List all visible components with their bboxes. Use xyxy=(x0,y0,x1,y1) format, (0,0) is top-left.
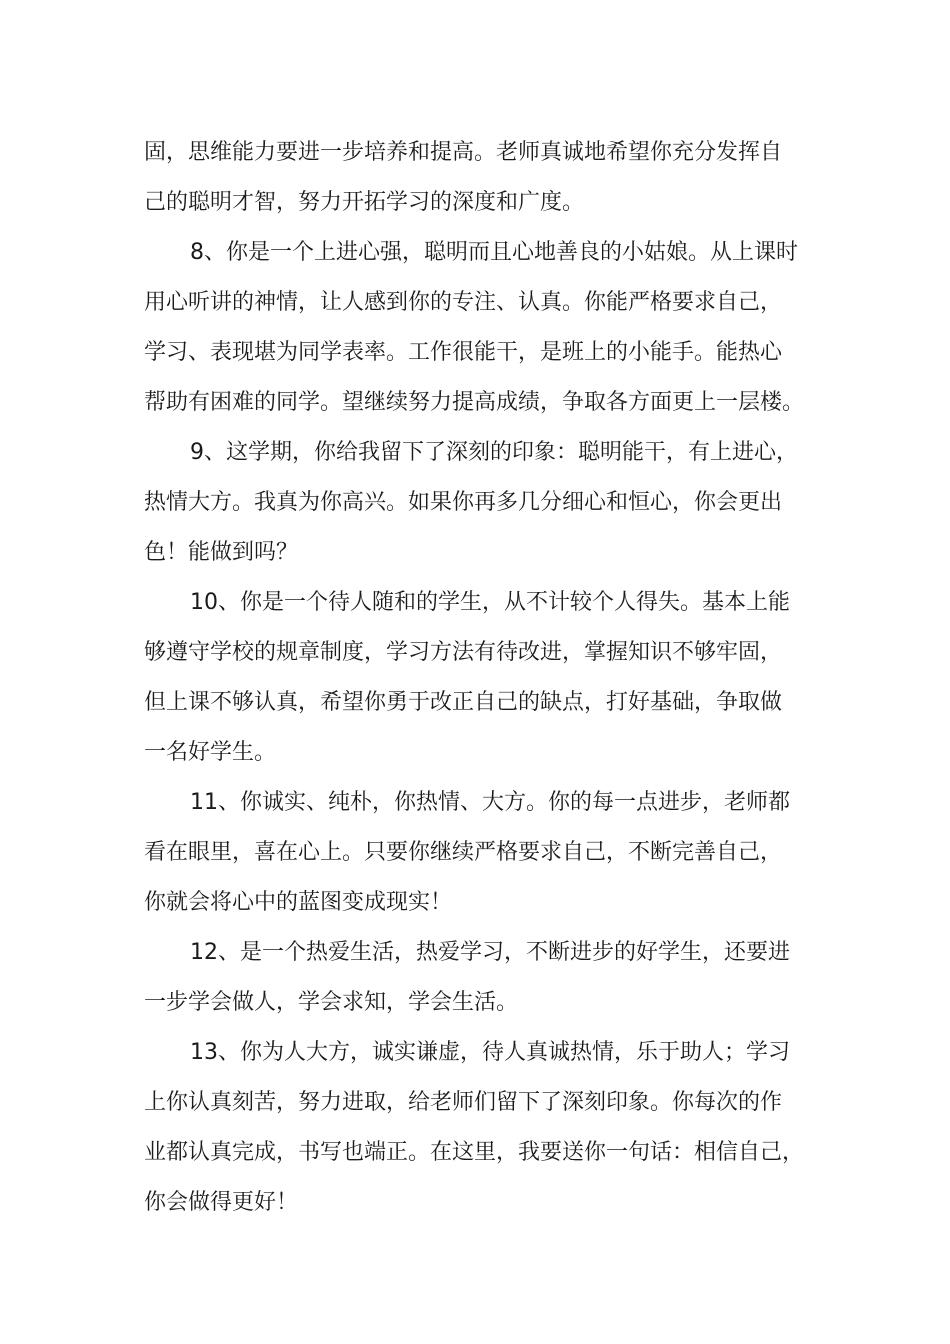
paragraph-first-line-9: 9、这学期，你给我留下了深刻的印象：聪明能干，有上进心， xyxy=(190,440,798,465)
text-line: 看在眼里，喜在心上。只要你继续严格要求自己，不断完善自己， xyxy=(144,840,783,865)
text-line: 够遵守学校的规章制度，学习方法有待改进，掌握知识不够牢固， xyxy=(144,640,783,665)
paragraph-first-line-8: 8、你是一个上进心强，聪明而且心地善良的小姑娘。从上课时 xyxy=(190,240,798,265)
text-line: 热情大方。我真为你高兴。如果你再多几分细心和恒心，你会更出 xyxy=(144,490,783,515)
paragraph-first-line-11: 11、你诚实、纯朴，你热情、大方。你的每一点进步，老师都 xyxy=(190,790,790,815)
text-line: 帮助有困难的同学。望继续努力提高成绩，争取各方面更上一层楼。 xyxy=(144,390,805,415)
text-line: 你会做得更好！ xyxy=(144,1190,299,1215)
text-line: 业都认真完成，书写也端正。在这里，我要送你一句话：相信自己， xyxy=(144,1140,805,1165)
text-line: 己的聪明才智，努力开拓学习的深度和广度。 xyxy=(144,190,585,215)
text-line: 用心听讲的神情，让人感到你的专注、认真。你能严格要求自己， xyxy=(144,290,783,315)
text-line: 一名好学生。 xyxy=(144,740,277,765)
text-line: 学习、表现堪为同学表率。工作很能干，是班上的小能手。能热心 xyxy=(144,340,783,365)
document-body xyxy=(144,128,834,1228)
text-line: 但上课不够认真，希望你勇于改正自己的缺点，打好基础，争取做 xyxy=(144,690,783,715)
text-line: 一步学会做人，学会求知，学会生活。 xyxy=(144,990,519,1015)
paragraph-first-line-10: 10、你是一个待人随和的学生，从不计较个人得失。基本上能 xyxy=(190,590,790,615)
text-line: 你就会将心中的蓝图变成现实！ xyxy=(144,890,453,915)
text-line: 固，思维能力要进一步培养和提高。老师真诚地希望你充分发挥自 xyxy=(144,140,783,165)
text-line: 上你认真刻苦，努力进取，给老师们留下了深刻印象。你每次的作 xyxy=(144,1090,783,1115)
text-line: 色！能做到吗？ xyxy=(144,540,299,565)
paragraph-first-line-13: 13、你为人大方，诚实谦虚，待人真诚热情，乐于助人；学习 xyxy=(190,1040,790,1065)
paragraph-first-line-12: 12、是一个热爱生活，热爱学习，不断进步的好学生，还要进 xyxy=(190,940,790,965)
